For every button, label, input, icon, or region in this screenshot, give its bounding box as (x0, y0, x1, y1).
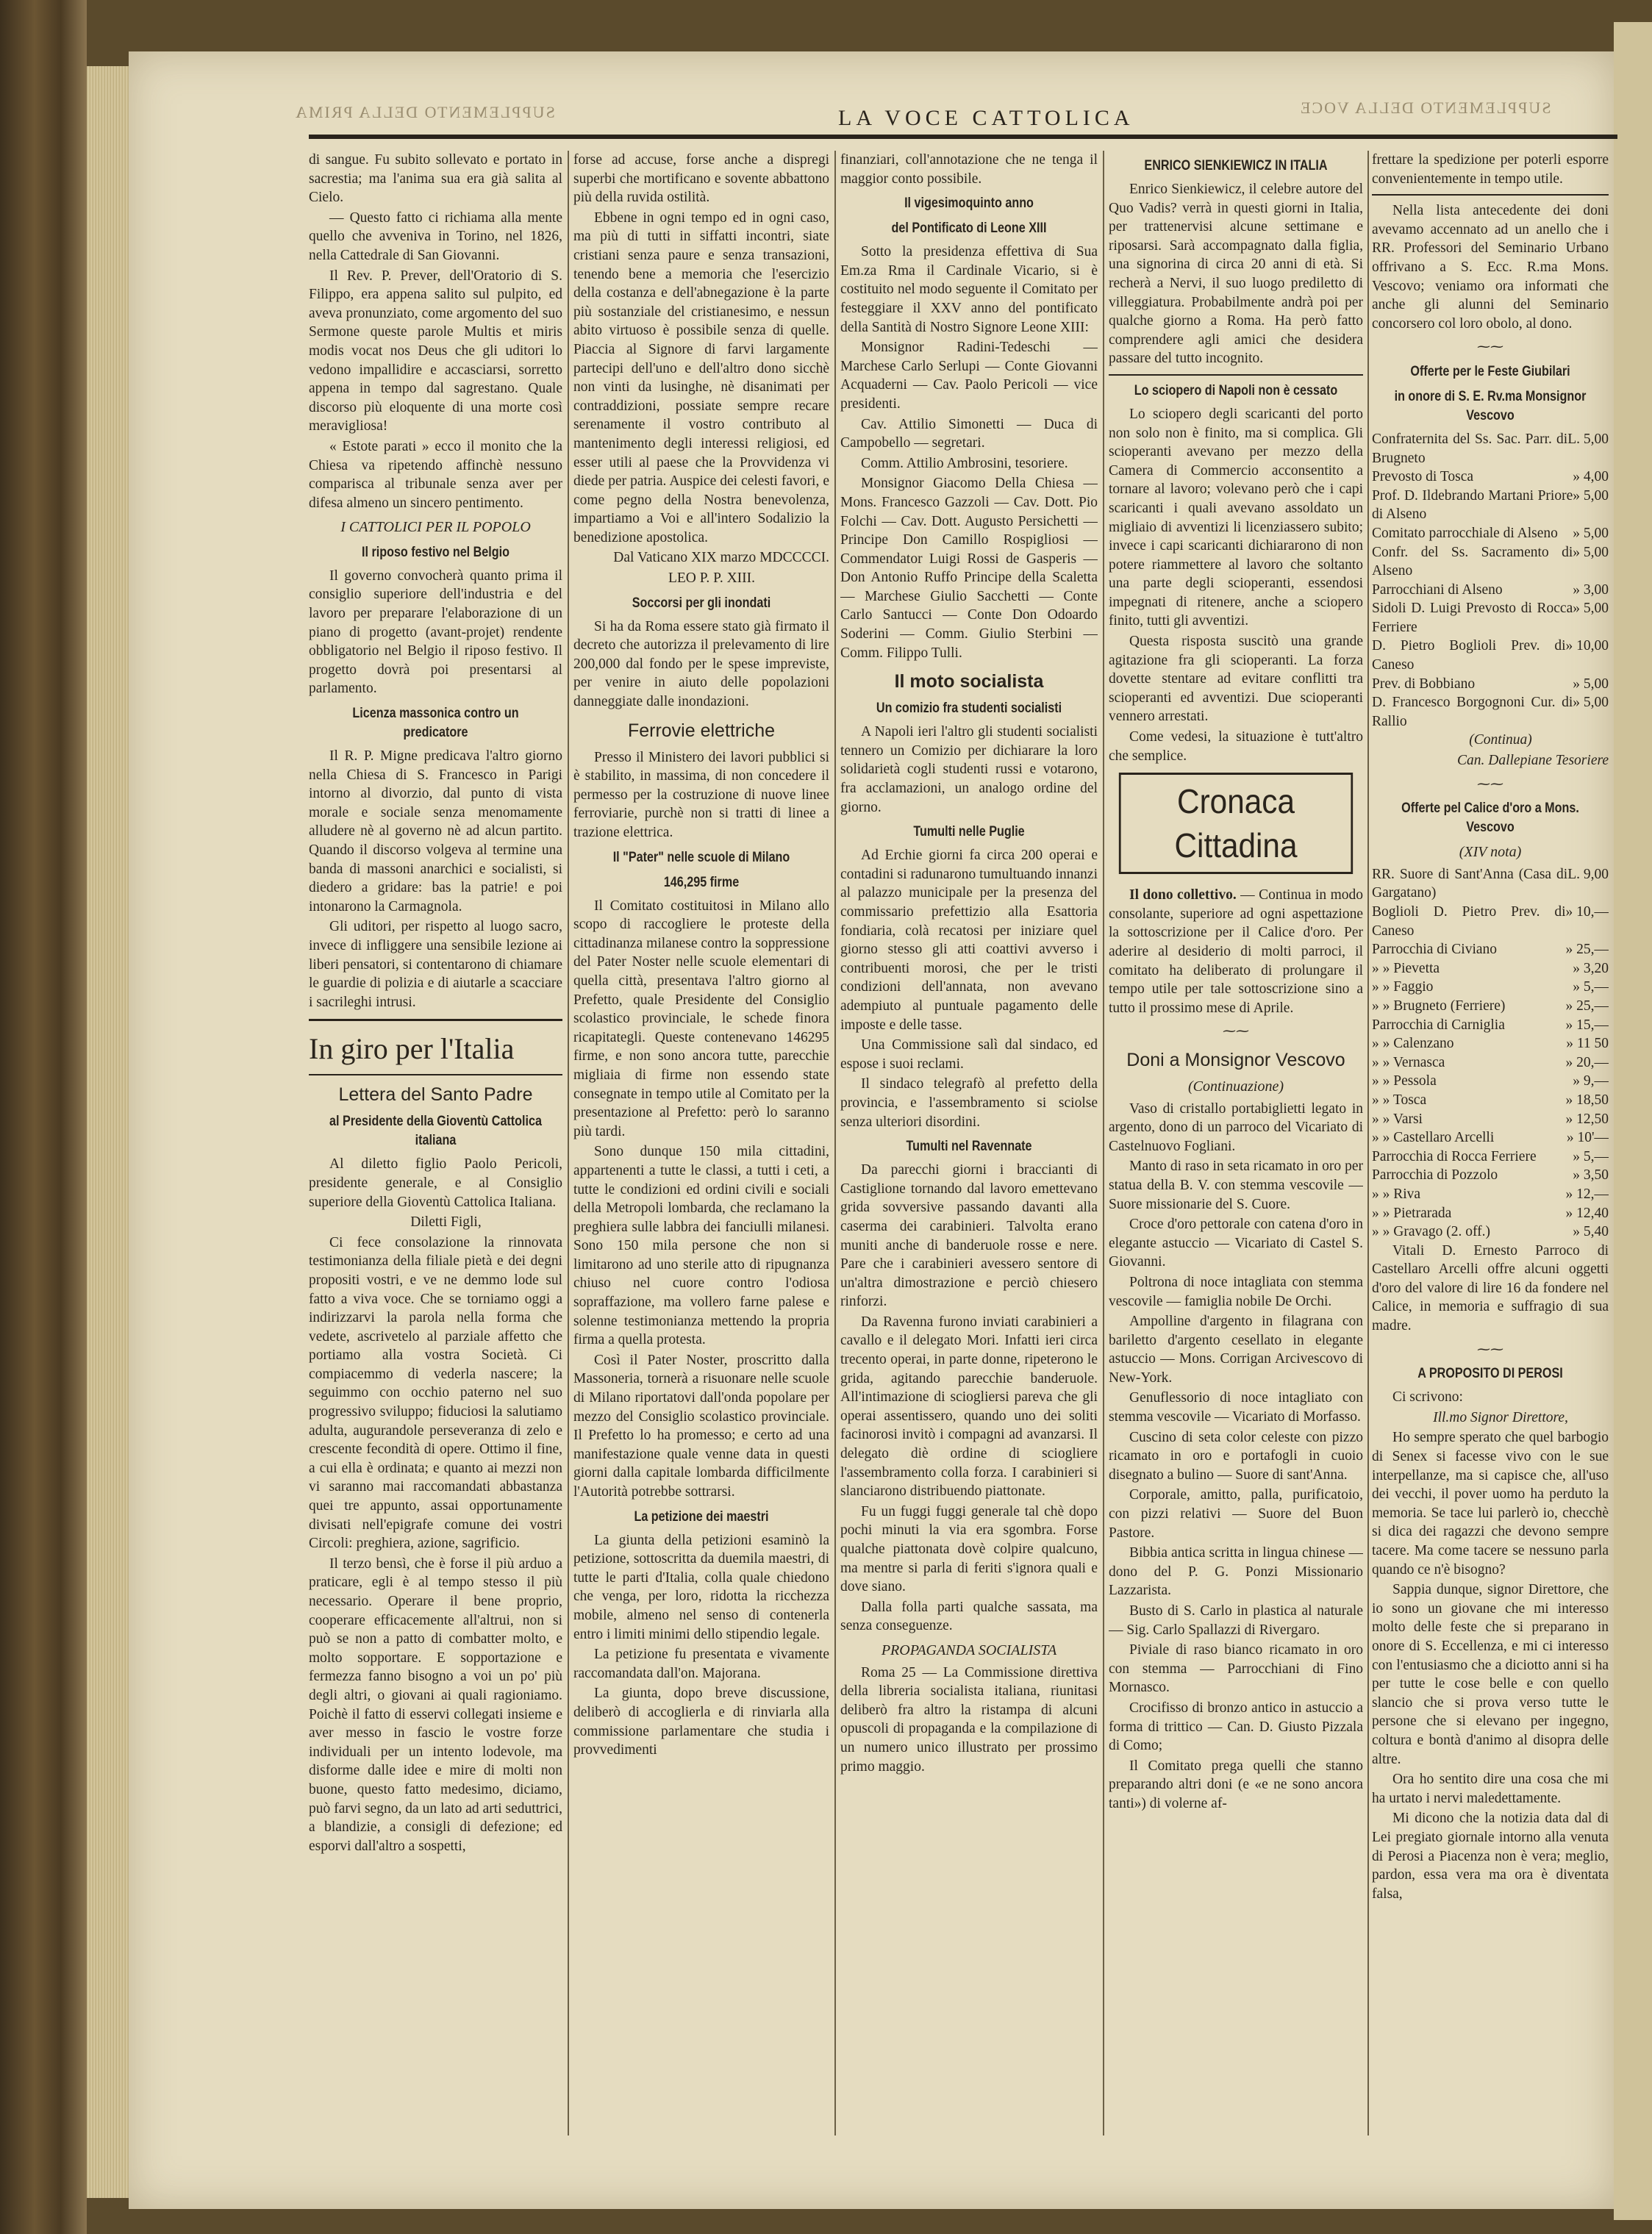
article-heading: Ferrovie elettriche (627, 720, 776, 741)
paragraph: Presso il Ministero dei lavori pubblici si è stabilito, in massima, di non concedere il permesso per la costruzione di nuove linee ferroviarie, purchè non si tratti di linee a trazione elettrica. (573, 749, 829, 840)
offering-row (1372, 1128, 1609, 1148)
offering-row (1372, 430, 1609, 468)
offering-amount: L. 9,00 (1567, 866, 1609, 882)
offering-row (1372, 1072, 1609, 1091)
article-heading: Il moto socialista (894, 671, 1044, 692)
offering-amount: » 10'— (1566, 1130, 1609, 1146)
page-edges (87, 66, 131, 2198)
paragraph: Ad Erchie giorni fa circa 200 operai e contadini si radunarono tumultuando innanzi al palazzo municipale per la presenza del commissario prefettizio alla Esattoria fondiaria, colà recatosi per iniziare quel giorno stesso gli atti coattivi avverso i contribuenti morosi, che per le tristi condizioni dell'annata, non avevano adempiuto al puntuale pagamento delle imposte e delle tasse. (840, 848, 1098, 1033)
offering-amount: » 10,00 (1565, 638, 1609, 654)
article-heading: Offerte pel Calice d'oro a Mons. Vescovo (1401, 801, 1579, 836)
offering-name: Parrocchia di Civiano (1372, 942, 1498, 958)
article-heading: Licenza massonica contro un predicatore (352, 706, 519, 741)
offerings-list (1372, 430, 1609, 731)
paragraph: Enrico Sienkiewicz, il celebre autore del Quo Vadis? verrà in questi giorni in Italia, per trattenervisi alcune settimane e riposarsi. Sarà accompagnato dalla figlia, una signorina di circa 20 anni di età. Si recherà a Nervi, il suo luogo prediletto di villeggiatura. Probabilmente andrà poi per qualche giorno a Roma. Ha però fatto comprendere agli amici che desidera passare del tutto incognito. (1109, 182, 1363, 367)
offering-row (1372, 903, 1609, 940)
paragraph: Il terzo bensì, che è forse il più arduo a praticare, egli è al tempo stesso il più necessario. Operare il bene proprio, cooperare efficacemente all'altrui, non si può se non a patto di combatter molto, e molto sopportare. E sopportazione e fermezza fanno bisogno a voi un po' più degli altri, o giovani ai quali ragioniamo. Poichè il fatto di esservi collegati insieme e aver messo in fascio le vostre forze individuali per un intento lodevole, ma disforme dalle idee e mire di molti non buone, questo fatto medesimo, diciamo, può farvi segno, da un lato ad arti seduttrici, a blandizie, a consigli di defezione; ed esporvi dall'altro a sospetti, (309, 1555, 562, 1854)
section-banner: Cronaca Cittadina (1119, 773, 1353, 874)
offering-amount: » 12,40 (1565, 1205, 1609, 1221)
paragraph: Manto di raso in seta ricamato in oro per statua della B. V. con stemma vescovile — Suore missionarie del S. Cuore. (1109, 1159, 1363, 1212)
paragraph: Cav. Attilio Simonetti — Duca di Campobello — segretari. (840, 416, 1098, 451)
ornament-separator: ⁓⁓ (1477, 339, 1503, 354)
offering-amount: » 4,00 (1573, 469, 1609, 485)
paragraph: La petizione fu presentata e vivamente raccomandata dall'on. Majorana. (573, 1647, 829, 1681)
article-heading: ENRICO SIENKIEWICZ IN ITALIA (1144, 158, 1328, 173)
offering-name: RR. Suore di Sant'Anna (Casa di Gargatano) (1372, 866, 1568, 901)
offering-name: D. Pietro Boglioli Prev. di Caneso (1372, 638, 1566, 673)
paragraph: Croce d'oro pettorale con catena d'oro in elegante astuccio — Vicariato di Castel S. Giovanni. (1109, 1217, 1363, 1270)
offering-row (1372, 959, 1609, 978)
offering-row (1372, 978, 1609, 997)
paragraph: Corporale, amitto, palla, purificatoio, con pizzi relativi — Suore del Buon Pastore. (1109, 1487, 1363, 1541)
offering-name: » » Castellaro Arcelli (1372, 1130, 1495, 1146)
paragraph: « Estote parati » ecco il monito che la Chiesa va ripetendo affinchè nessuno comparisca al tribunale senza aver per difesa almeno un sincero pentimento. (309, 438, 562, 511)
paragraph: Ci scrivono: (1392, 1389, 1463, 1406)
article-heading: Soccorsi per gli inondati (632, 595, 771, 611)
offering-row (1372, 1166, 1609, 1185)
article-heading: PROPAGANDA SOCIALISTA (881, 1642, 1057, 1658)
divider (1109, 374, 1363, 376)
article-heading: La petizione dei maestri (634, 1508, 769, 1525)
paragraph: Vitali D. Ernesto Parroco di Castellaro Arcelli offre alcuni oggetti d'oro del valore di lire 16 da fondere nel Calice, in memoria e suffragio di sua madre. (1372, 1242, 1609, 1334)
paragraph: Sappia dunque, signor Direttore, che io sono un giovane che mi interesso molto delle feste che si preparano in onore di S. Eccellenza, e mi ci interesso con l'entusiasmo che a diciotto anni si ha per tutte le cose belle e con quello slancio che si prova verso tutte le persone che si elevano per ingegno, coltura e bontà d'animo al disopra delle altre. (1372, 1582, 1609, 1767)
paragraph: Busto di S. Carlo in plastica al naturale — Sig. Carlo Spallazzi di Rivergaro. (1109, 1603, 1363, 1638)
paragraph: Da parecchi giorni i braccianti di Castiglione tornando dal lavoro emettevano grida sovversive passando davanti alla caserma dei carabinieri. Talvolta erano muniti anche di banderuole rosse e nere. Pare che i carabinieri avessero sentore di un'altra dimostrazione e perciò chiesero rinforzi. (840, 1162, 1098, 1310)
offering-name: D. Francesco Borgognoni Cur. di Rallio (1372, 695, 1573, 729)
article-heading: Offerte per le Feste Giubilari (1410, 363, 1570, 379)
offering-amount: » 5,00 (1573, 601, 1609, 617)
divider (309, 1074, 562, 1075)
offering-amount: » 5,— (1573, 979, 1609, 995)
ornament-separator: ⁓⁓ (1477, 776, 1503, 791)
paragraph: — Questo fatto ci richiama alla mente quello che avveniva in Torino, nel 1826, nella Cattedrale di San Giovanni. (309, 210, 562, 263)
offering-row (1372, 543, 1609, 581)
offering-name: » » Riva (1372, 1186, 1421, 1202)
paragraph: Da Ravenna furono inviati carabinieri a cavallo e il delegato Mori. Infatti ieri circa trecento operai, in parte donne, ripeterono le grida, agitando parecchie banderuole. All'intimazione di sciogliersi pareva che gli operai assentissero, quando uno dei soliti facinorosi invitò i compagni ad avanzarsi. Il delegato diè ordine di sciogliere l'assembramento colla forza. I carabinieri si slanciarono distribuendo piattonate. (840, 1314, 1098, 1500)
offering-amount: » 5,40 (1573, 1224, 1609, 1240)
paragraph: Vaso di cristallo portabiglietti legato in argento, dono di un parroco del Vicariato di Castelnuovo Fogliani. (1109, 1100, 1363, 1154)
paragraph: Così il Pater Noster, proscritto dalla Massoneria, tornerà a risuonare nelle scuole di Milano riportatovi dall'onda popolare per mezzo del Consiglio scolastico provinciale. Il Prefetto lo ha promesso; e certo ad una manifestazione quale venne data in questi giorni dalla capitale lombarda difficilmente l'Autorità potrebbe sottrarsi. (573, 1352, 829, 1500)
offering-row (1372, 468, 1609, 487)
paragraph: Il governo convocherà quanto prima il consiglio superiore dell'industria e del lavoro per preparare l'elaborazione di un piano di progetto (avant-projet) rendente obbligatorio nel Belgio il riposo festivo. Il progetto dovrà poi presentarsi al parlamento. (309, 568, 562, 697)
paragraph: Poltrona di noce intagliata con stemma vescovile — famiglia nobile De Orchi. (1109, 1274, 1363, 1309)
column-5 (1372, 151, 1609, 2150)
offering-row (1372, 581, 1609, 600)
paragraph: Una Commissione salì dal sindaco, ed espose i suoi reclami. (840, 1037, 1098, 1072)
paragraph: Il R. P. Migne predicava l'altro giorno nella Chiesa di S. Francesco in Parigi intorno al divorzio, dal punto di vista morale e sociale senza menomamente alludere nè al governo nè ad alcun partito. Quando il discorso volgeva al termine una banda di massoni anarchici e socialisti, si diedero a gridare: bas la patrie! e poi intonarono la Carmagnola. (309, 748, 562, 914)
offering-row (1372, 1148, 1609, 1167)
paragraph: Lo sciopero degli scaricanti del porto non solo non è finito, ma si complica. Gli scioperanti avevano per mezzo della Camera di Commercio acconsentito a tornare al lavoro; volevano però che i capi scaricanti i quali avevano assoldato un migliaio di avventizi li licenziassero subito; invece i capi scaricanti dichiararono di non potere riammettere al lavoro che soltanto una parte degli scioperanti, essendosi impegnati di ritenere, anche a sciopero finito, tutti gli avventizi. (1109, 406, 1363, 629)
masthead (154, 68, 1551, 137)
offering-amount: » 3,20 (1573, 960, 1609, 976)
offering-row (1372, 940, 1609, 959)
offering-amount: » 12,50 (1565, 1111, 1609, 1127)
column-separator (568, 151, 569, 2135)
offering-amount: » 5,— (1573, 1148, 1609, 1164)
paragraph: Roma 25 — La Commissione direttiva della libreria socialista italiana, riunitasi deliberò fra altro la ristampa di alcuni opuscoli di propaganda e la compilazione di un numero unico illustrato per prossimo primo maggio. (840, 1664, 1098, 1775)
paragraph: Mi dicono che la notizia data dal di Lei pregiato giornale intorno alla venuta di Perosi a Piacenza non è vera; meglio, pardon, essa vera ma ora è diventata falsa, (1372, 1811, 1609, 1902)
paragraph: Si ha da Roma essere stato già firmato il decreto che autorizza il prelevamento di lire 200,000 dal fondo per le spese impreviste, per venire in aiuto delle popolazioni danneggiate dalle inondazioni. (573, 618, 829, 710)
offering-name: » » Tosca (1372, 1092, 1427, 1108)
offering-name: Comitato parrocchiale di Alseno (1372, 525, 1558, 541)
offering-name: Sidoli D. Luigi Prevosto di Rocca Ferriere (1372, 601, 1573, 635)
paragraph: Piviale di raso bianco ricamato in oro con stemma — Parrocchiani di Fino Mornasco. (1109, 1642, 1363, 1696)
offering-name: » » Pessola (1372, 1073, 1437, 1089)
offering-row (1372, 1053, 1609, 1073)
offering-row (1372, 1222, 1609, 1242)
offering-amount: » 5,00 (1573, 676, 1609, 692)
offering-name: » » Calenzano (1372, 1036, 1454, 1052)
offering-row (1372, 865, 1609, 903)
section-banner: In giro per l'Italia (309, 1032, 515, 1066)
column-separator (834, 151, 836, 2135)
offering-name: » » Pievetta (1372, 960, 1440, 976)
paragraph: Questa risposta suscitò una grande agitazione fra gli scioperanti. La forza dovette stentare ad evitare conflitti tra scioperanti ed avventizi. Due scioperanti vennero arrestati. (1109, 634, 1363, 725)
paragraph: La giunta, dopo breve discussione, deliberò di accoglierla e di rinviarla alla commissione parlamentare che studia i provvedimenti (573, 1686, 829, 1758)
article-subheading: 146,295 firme (663, 874, 740, 890)
offering-name: Confraternita del Ss. Sac. Parr. di Brugneto (1372, 431, 1568, 466)
offering-amount: L. 5,00 (1567, 431, 1609, 447)
paragraph: Monsignor Giacomo Della Chiesa — Mons. Francesco Gazzoli — Cav. Dott. Pio Folchi — Cav. Dott. Augusto Persichetti — Principe Don Camillo Rospigliosi — Commendator Luigi Rossi de Gasperis — Don Antonio Ruffo Principe della Scaletta — Marchese Giulio Sacchetti — Conte Carlo Santucci — Conte Don Odoardo Soderini — Comm. Giulio Sterbini — Comm. Filippo Tulli. (840, 476, 1098, 661)
article-heading: Lo sciopero di Napoli non è cessato (1134, 382, 1338, 398)
offering-name: Parrocchia di Carniglia (1372, 1017, 1505, 1033)
offering-amount: » 5,00 (1573, 695, 1609, 711)
article-subheading: in onore di S. E. Rv.ma Monsignor Vescovo (1394, 388, 1587, 423)
offering-amount: » 25,— (1565, 998, 1609, 1014)
ornament-separator: ⁓⁓ (1477, 1341, 1503, 1356)
ornament-separator: ⁓⁓ (1223, 1023, 1249, 1039)
paragraph-lead: Il dono collettivo. (1129, 887, 1237, 903)
offering-row (1372, 1016, 1609, 1035)
offering-row (1372, 524, 1609, 543)
paragraph: Sotto la presidenza effettiva di Sua Em.za Rma il Cardinale Vicario, si è costituito nel modo seguente il Comitato per festeggiare il XXV anno del pontificato della Santità di Nostro Signore Leone XIII: (840, 244, 1098, 335)
offering-name: Boglioli D. Pietro Prev. di Caneso (1372, 904, 1566, 939)
offering-name: Prof. D. Ildebrando Martani Priore di Alseno (1372, 487, 1573, 523)
paragraph: Sono dunque 150 mila cittadini, appartenenti a tutte le classi, a tutti i ceti, a tutte le condizioni ed ordini civili e sociali della Metropoli lombarda, che reclamano la preghiera sulle labbra dei fanciulli milanesi. Sono 150 mila persone che non si limitarono ad uno sterile atto di ripugnanza chiuso nel cuore contro l'odiosa sopraffazione, ma vollero farne palese e solenne testimonianza mettendo la propria firma a quella protesta. (573, 1144, 829, 1348)
offering-row (1372, 997, 1609, 1016)
offering-name: Confr. del Ss. Sacramento di Alseno (1372, 544, 1573, 579)
paragraph: di sangue. Fu subito sollevato e portato in sacrestia; ma l'anima sua era già salita al Cielo. (309, 152, 562, 206)
offering-row (1372, 675, 1609, 694)
offering-amount: » 5,00 (1573, 487, 1609, 504)
offering-name: Parrocchia di Rocca Ferriere (1372, 1148, 1537, 1164)
offering-row (1372, 693, 1609, 731)
paragraph: Il sindaco telegrafò al prefetto della provincia, e l'assembramento si sciolse senza ulteriori disordini. (840, 1076, 1098, 1130)
paragraph: Ho sempre sperato che quel barbogio di Senex si facesse vivo con le sue interpellanze, ma si capisce che, all'uso dei vecchi, il pover uomo ha perduto la memoria. Se tace lui parlerò io, checchè si dica dei ragazzi che devono sempre tacere. Ma come tacere se nessuno parla quando ce n'è bisogno? (1372, 1430, 1609, 1578)
article-heading: Tumulti nel Ravennate (906, 1139, 1032, 1155)
paragraph: A Napoli ieri l'altro gli studenti socialisti tennero un Comizio per dichiarare la loro solidarietà cogli studenti russi e votarono, fra acclamazioni, un analogo ordine del giorno. (840, 724, 1098, 815)
paragraph: Al diletto figlio Paolo Pericoli, presidente generale, e al Consiglio superiore della Gioventù Cattolica Italiana. (309, 1156, 562, 1210)
paragraph: Ampolline d'argento in filagrana con bariletto d'argento cesellato in elegante astuccio — Mons. Corrigan Arcivescovo di New-York. (1109, 1314, 1363, 1386)
continued-note: (Continua) (1469, 732, 1532, 748)
paragraph: Come vedesi, la situazione è tutt'altro che semplice. (1109, 729, 1363, 764)
masthead-bleed-right: SUPPLEMENTO DELLA VOCE (1299, 99, 1551, 117)
article-heading: Tumulti nelle Puglie (913, 824, 1025, 840)
paragraph: Genuflessorio di noce intagliato con stemma vescovile — Vicariato di Morfasso. (1109, 1390, 1363, 1425)
paragraph: Gli uditori, per rispetto al luogo sacro, invece di infliggere una sensibile lezione ai liberi pensatori, si contentarono di chiamare le guardie di polizia e di aiutarle a scacciare i sacrileghi intrusi. (309, 919, 562, 1010)
offering-name: Prevosto di Tosca (1372, 469, 1474, 485)
salutation: Ill.mo Signor Direttore, (1433, 1409, 1568, 1425)
offering-row (1372, 599, 1609, 637)
article-heading: Doni a Monsignor Vescovo (1126, 1049, 1345, 1070)
offering-amount: » 18,50 (1565, 1092, 1609, 1108)
offering-amount: » 20,— (1565, 1054, 1609, 1070)
offering-amount: » 15,— (1565, 1017, 1609, 1033)
signature: Can. Dallepiane Tesoriere (1456, 753, 1609, 769)
paragraph: finanziari, coll'annotazione che ne tenga il maggior conto possibile. (840, 152, 1098, 187)
article-heading: Il riposo festivo nel Belgio (361, 544, 509, 560)
paragraph: Ebbene in ogni tempo ed in ogni caso, ma più di tutti in siffatti incontri, siate cristiani senza paure e senza transazioni, tenendo bene a memoria che l'esercizio della costanza e dell'abnegazione è la parte più sostanziale del cristianesimo, e nessun abito virtuoso è possibile senza di quelle. Piaccia al Signore di farvi largamente partecipi dell'uno e dell'altro dono sicchè non vinti da lusinghe, nè disanimati per contraddizioni, possiate sempre recare serenamente il vostro contributo al mantenimento degli interessi religiosi, ed esser utili al paese che la Provvidenza vi diede per patria. Auspice dei celesti favori, e come pegno della Nostra benevolenza, impartiamo a Voi e all'intero Sodalizio la benedizione apostolica. (573, 210, 829, 545)
offering-amount: » 3,50 (1573, 1167, 1609, 1184)
paragraph: forse ad accuse, forse anche a dispregi superbi che mortificano e sovente abbattono più della ruvida ostilità. (573, 152, 829, 206)
article-subheading: al Presidente della Gioventù Cattolica italiana (329, 1114, 542, 1149)
offering-amount: » 10,— (1565, 904, 1609, 920)
signature: LEO P. P. XIII. (668, 570, 756, 587)
dateline: Dal Vaticano XIX marzo MDCCCCI. (613, 550, 829, 566)
salutation: Diletti Figli, (410, 1214, 482, 1231)
paragraph: frettare la spedizione per poterli esporre convenientemente in tempo utile. (1372, 152, 1609, 187)
offering-amount: » 5,00 (1573, 544, 1609, 560)
offering-row (1372, 487, 1609, 524)
offering-name: » » Faggio (1372, 979, 1434, 995)
paragraph: La giunta della petizioni esaminò la petizione, sottoscritta da duemila maestri, di tutte le parti d'Italia, colla quale chiedono che venga, per loro, ridotta la ricchezza mobile, almeno nel senso di contenerla entro i limiti minimi dello stipendio legale. (573, 1532, 829, 1642)
offering-name: » » Varsi (1372, 1111, 1423, 1127)
column-4 (1109, 151, 1363, 2150)
paragraph: Comm. Attilio Ambrosini, tesoriere. (861, 455, 1068, 471)
offering-amount: » 9,— (1573, 1073, 1609, 1089)
offering-row (1372, 1204, 1609, 1223)
article-heading: A PROPOSITO DI PEROSI (1417, 1366, 1563, 1382)
column-separator (1367, 151, 1369, 2135)
paragraph: Cuscino di seta color celeste con pizzo ricamato in oro e portafogli in cuoio disegnato a bulino — Suore di sant'Anna. (1109, 1429, 1363, 1483)
paragraph: Il Comitato prega quelli che stanno preparando altri doni (e «e ne sono ancora tanti») di volerne af- (1109, 1758, 1363, 1811)
paragraph: Dalla folla parti qualche sassata, ma senza conseguenze. (840, 1599, 1098, 1634)
offering-name: Parrocchia di Pozzolo (1372, 1167, 1498, 1184)
offering-name: Parrocchiani di Alseno (1372, 581, 1503, 598)
offering-amount: » 12,— (1565, 1186, 1609, 1202)
offering-name: » » Vernasca (1372, 1054, 1445, 1070)
paragraph: Bibbia antica scritta in lingua chinese — dono del P. G. Ponzi Missionario Lazzarista. (1109, 1545, 1363, 1599)
chalice-offerings-list (1372, 865, 1609, 1242)
article-subheading: (XIV nota) (1459, 844, 1522, 861)
offering-name: » » Gravago (2. off.) (1372, 1224, 1491, 1240)
offering-amount: » 5,00 (1573, 525, 1609, 541)
article-subheading: del Pontificato di Leone XIII (891, 221, 1047, 237)
paragraph: Monsignor Radini-Tedeschi — Marchese Carlo Serlupi — Conte Giovanni Acquaderni — Cav. Paolo Pericoli — vice presidenti. (840, 340, 1098, 412)
column-2 (573, 151, 829, 2150)
masthead-rule (309, 135, 1617, 139)
article-heading: Lettera del Santo Padre (338, 1084, 533, 1106)
book-binding (0, 0, 87, 2234)
paragraph: — Continua in modo consolante, superiore ad ogni aspettazione la sottoscrizione per il Calice d'oro. Per aderire al desiderio di molti parroci, il comitato ha deliberato di prolungare il tempo utile per tale sottoscrizione sino a tutto il prossimo mese di Aprile. (1109, 887, 1363, 1016)
paragraph: Fu un fuggi fuggi generale tal chè dopo pochi minuti la via era sgombra. Forse qualche piattonata dovè colpire qualcuno, ma mentre si parla di feriti s'ignora quali e dove siano. (840, 1503, 1098, 1595)
column-3 (840, 151, 1098, 2150)
section-heading: I CATTOLICI PER IL POPOLO (340, 519, 531, 536)
article-subheading: (Continuazione) (1188, 1078, 1284, 1095)
offering-row (1372, 637, 1609, 674)
offering-row (1372, 1034, 1609, 1053)
facing-page-edge (1614, 22, 1652, 2220)
article-heading: Il "Pater" nelle scuole di Milano (612, 849, 790, 865)
masthead-bleed-left: SUPPLEMENTO DELLA PRIMA (294, 103, 555, 121)
column-1 (309, 151, 562, 2150)
offering-name: » » Pietrarada (1372, 1205, 1452, 1221)
offering-amount: » 11 50 (1566, 1036, 1609, 1052)
paragraph: Crocifisso di bronzo antico in astuccio a forma di trittico — Can. D. Giusto Pizzala di Como; (1109, 1700, 1363, 1754)
offering-name: » » Brugneto (Ferriere) (1372, 998, 1506, 1014)
paragraph: Ci fece consolazione la rinnovata testimonianza della filiale pietà e dei degni propositi vostri, e ve ne demmo lode sul fatto a viva voce. Che se torniamo oggi a indirizzarvi la parola nella forma che vedete, ascrivetelo al parziale affetto che portiamo alla vostra Società. Ci compiacemmo di vederla nascere; la seguimmo con occhio paterno nel suo progressivo sviluppo; fiduciosi la salutiamo adulta, augurandole perseveranza di zelo e crescente fecondità di opere. Ottimo il fine, a cui ella è ordinata; e quanto ai mezzi non vi saranno mai raccomandati abbastanza quei tre appunto, assai opportunamente divisati nell'epigrafe comune dei vostri Circoli: preghiera, azione, sagrificio. (309, 1234, 562, 1552)
divider (1372, 194, 1609, 196)
offering-name: Prev. di Bobbiano (1372, 676, 1476, 692)
masthead-title: LA VOCE CATTOLICA (838, 106, 1134, 130)
offering-amount: » 3,00 (1573, 581, 1609, 598)
offering-row (1372, 1091, 1609, 1110)
article-subheading: Un comizio fra studenti socialisti (876, 701, 1062, 717)
paragraph: Il Comitato costituitosi in Milano allo scopo di raccogliere le proteste della cittadinanza milanese contro la soppressione del Pater Noster nelle scuole elementari di quella città, presentava l'altro giorno al Prefetto, quale Presidente del Consiglio scolastico provinciale, le schede finora ricapitategli. Queste contenevano 146295 firme, e non sono ancora tutte, parecchie migliaia di firme non essendo state consegnate in tempo utile al Comitato per la presentazione al Prefetto: però lo saranno più tardi. (573, 898, 829, 1139)
paragraph: Il Rev. P. Prever, dell'Oratorio di S. Filippo, era appena salito sul pulpito, ed aveva pronunziato, come argomento del suo Sermone queste parole Multis et miris modis vocat nos Deus che gli uditori lo vedono impallidire e accasciarsi, sorretto appena in tempo dal sagrestano. Quale discorso più eloquente di una morte così meravigliosa! (309, 268, 562, 434)
paragraph: Nella lista antecedente dei doni avevamo accennato ad un anello che i RR. Professori del Seminario Urbano offrivano a S. Ecc. R.ma Mons. Vescovo; veniamo ora informati che anche gli alunni del Seminario concorsero col loro obolo, al dono. (1372, 203, 1609, 332)
offering-row (1372, 1110, 1609, 1129)
offering-amount: » 25,— (1565, 942, 1609, 958)
offering-row (1372, 1185, 1609, 1204)
article-heading: Il vigesimoquinto anno (904, 196, 1034, 212)
column-separator (1103, 151, 1104, 2135)
paragraph: Ora ho sentito dire una cosa che mi ha urtato i nervi maledettamente. (1372, 1772, 1609, 1806)
divider (309, 1019, 562, 1021)
